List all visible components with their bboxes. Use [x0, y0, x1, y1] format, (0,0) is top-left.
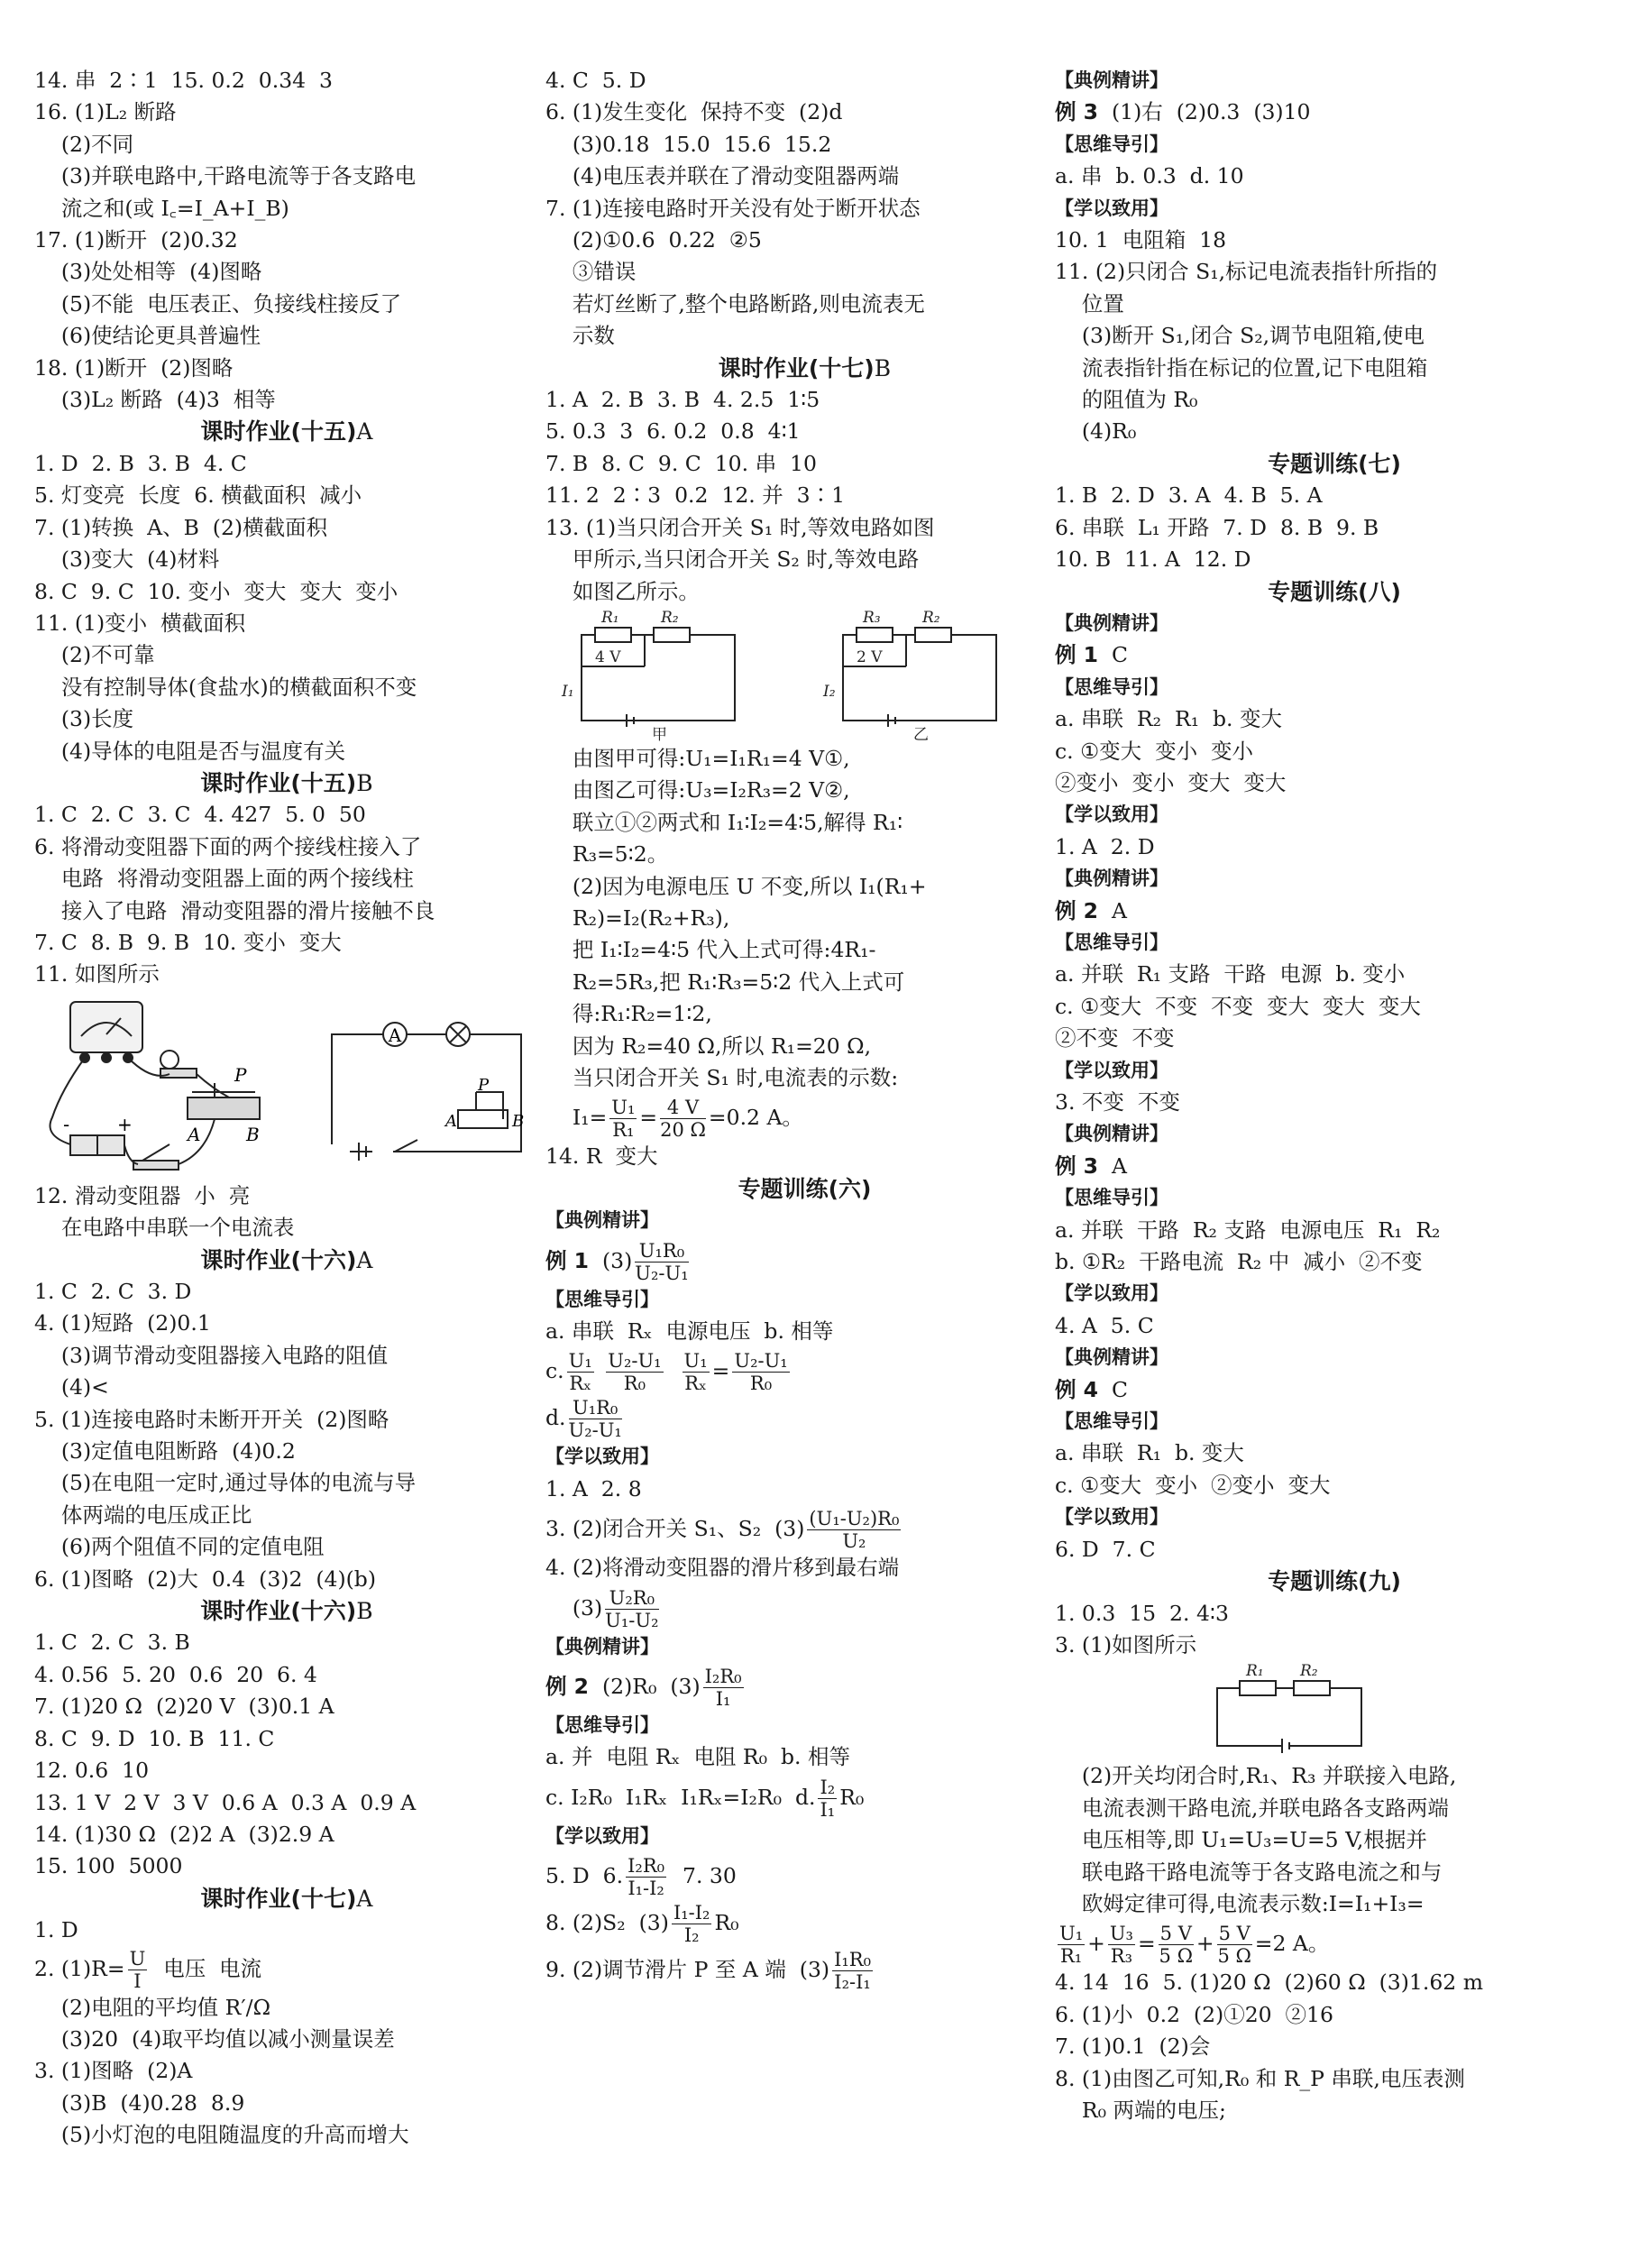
answer-line: 12. 0.6 10: [34, 1758, 150, 1784]
answer-line: 1. 0.3 15 2. 4∶3: [1055, 1600, 1229, 1626]
answer-line: 因为 R₂=40 Ω,所以 R₁=20 Ω,: [545, 1033, 872, 1059]
example-line: 例 3 (1)右 (2)0.3 (3)10: [1055, 99, 1311, 125]
answer-line: (3)并联电路中,干路电流等于各支路电: [34, 163, 417, 189]
answer-line: 电流表测干路电流,并联电路各支路两端: [1055, 1795, 1449, 1821]
answer-line: (4)电压表并联在了滑动变阻器两端: [545, 163, 900, 189]
ammeter-label: A: [388, 1024, 402, 1046]
answer-line: 12. 滑动变阻器 小 亮: [34, 1182, 251, 1208]
schematic-p-label: P: [478, 1075, 490, 1095]
answer-line: b. ①R₂ 干路电流 R₂ 中 减小 ②不变: [1055, 1249, 1423, 1275]
answer-line: 1. D: [34, 1917, 78, 1943]
plus-label: +: [117, 1113, 133, 1135]
answer-line: (3)长度: [34, 706, 134, 732]
answer-line: 6. (1)发生变化 保持不变 (2)d: [545, 99, 843, 125]
answers-block: [1055, 1534, 1614, 1566]
column-1: [34, 65, 539, 2152]
answer-line: (6)两个阻值不同的定值电阻: [34, 1534, 325, 1560]
answer-line: (5)在电阻一定时,通过导体的电流与导: [34, 1470, 417, 1496]
answer-line: 8. C 9. C 10. 变小 变大 变大 变小: [34, 578, 399, 604]
answer-line: (5)不能 电压表正、负接线柱接反了: [34, 290, 402, 317]
equation-line: $\frac{\text{U₁}}{\text{R₁}}$ + $\frac{\text{U₃}}{\text{R₃}}$ = $\frac{5 V}{5 \Omega}$ + $\frac{5 V}{5 \Omega}$ =2 A。: [1059, 1923, 1330, 1968]
example-line: 例 2 A: [1055, 897, 1127, 923]
answers-block: [1055, 1087, 1614, 1118]
answers-block: [34, 1276, 539, 1595]
answer-line: 3. (1)图略 (2)A: [34, 2058, 193, 2084]
answer-line: 4. C 5. D: [545, 68, 646, 93]
answer-line: (3)调节滑动变阻器接入电路的阻值: [34, 1342, 389, 1368]
tag-label: 【思维导引】: [1055, 675, 1168, 698]
figure-caption: 甲: [652, 725, 667, 743]
section-heading: 课时作业(十五)B: [200, 769, 373, 796]
answer-line: 16. (1)L₂ 断路: [34, 99, 177, 125]
answer-line: 若灯丝断了,整个电路断路,则电流表无: [545, 290, 925, 317]
example-line: 例 2 (2)R₀ (3) $\frac{\text{I₂R₀}}{\text{I₁}}$: [545, 1666, 742, 1711]
answer-line: 4. (2)将滑动变阻器的滑片移到最右端: [545, 1555, 900, 1581]
answer-line: (6)使结论更具普遍性: [34, 323, 261, 349]
answers-block: [1055, 959, 1614, 1054]
answer-line: 电路 将滑动变阻器上面的两个接线柱: [34, 866, 414, 892]
answers-block: [545, 1552, 1064, 1584]
answer-line: (2)开关均闭合时,R₁、R₃ 并联接入电路,: [1055, 1763, 1457, 1789]
answer-line: (2)不同: [34, 131, 134, 157]
answer-line: 13. 1 V 2 V 3 V 0.6 A 0.3 A 0.9 A: [34, 1789, 417, 1815]
answers-block: [1055, 225, 1614, 448]
answer-line: ③错误: [545, 259, 637, 285]
answers-block: [545, 1474, 1064, 1505]
answer-line: c. I₂R₀ I₁Rₓ I₁Rₓ=I₂R₀ d. $\frac{\text{I₂}}{\text{I₁}}$ R₀: [545, 1776, 865, 1821]
answer-line: a. 串联 Rₓ 电源电压 b. 相等: [545, 1318, 834, 1344]
answers-block: [1055, 831, 1614, 863]
answer-line: 14. (1)30 Ω (2)2 A (3)2.9 A: [34, 1821, 334, 1847]
tag-label: 【典例精讲】: [1055, 1123, 1168, 1145]
answer-line: (3)L₂ 断路 (4)3 相等: [34, 387, 276, 413]
answers-block: [1055, 1598, 1614, 1662]
answer-line: 10. B 11. A 12. D: [1055, 546, 1251, 573]
answers-block: [34, 1914, 539, 1946]
answer-line: 6. (1)小 0.2 (2)①20 ②16: [1055, 2001, 1333, 2027]
answer-line: 把 I₁∶I₂=4∶5 代入上式可得:4R₁-: [545, 937, 876, 963]
answers-block: [34, 448, 539, 767]
answer-line: 7. (1)连接电路时开关没有处于断开状态: [545, 195, 921, 221]
example-line: 例 3 A: [1055, 1152, 1127, 1179]
answer-line: 5. D 6. $\frac{\text{I₂R₀}}{\text{I₁-I₂}}$ 7. 30: [545, 1855, 737, 1900]
answer-line: 4. (1)短路 (2)0.1: [34, 1310, 211, 1336]
answer-line: (3)断开 S₁,闭合 S₂,调节电阻箱,使电: [1055, 323, 1425, 349]
answer-line: 17. (1)断开 (2)0.32: [34, 227, 238, 253]
answers-block: [1055, 1437, 1614, 1501]
answer-line: 接入了电路 滑动变阻器的滑片接触不良: [34, 897, 435, 923]
section-heading: 课时作业(十五)A: [200, 418, 373, 445]
r2-label: R₂: [1300, 1662, 1318, 1681]
answer-line: 1. A 2. D: [1055, 833, 1155, 859]
answer-line: 流表指针指在标记的位置,记下电阻箱: [1055, 354, 1428, 381]
answer-line: 甲所示,当只闭合开关 S₂ 时,等效电路: [545, 546, 920, 573]
answer-line: 14. R 变大: [545, 1143, 658, 1170]
answers-block: [34, 1180, 539, 1244]
section-heading: 课时作业(十六)A: [200, 1246, 373, 1273]
answers-block: [1055, 1760, 1614, 1920]
answer-line: 联电路干路电流等于各支路电流之和与: [1055, 1859, 1443, 1885]
r2-label: R₂: [661, 608, 679, 627]
answer-line: (3)0.18 15.0 15.6 15.2: [545, 131, 832, 157]
answer-line: 8. (1)由图乙可知,R₀ 和 R_P 串联,电压表测: [1055, 2065, 1465, 2091]
answer-line: 电压相等,即 U₁=U₃=U=5 V,根据并: [1055, 1827, 1427, 1853]
answer-line: (2)电阻的平均值 R′/Ω: [34, 1994, 271, 2020]
answer-line: R₂)=I₂(R₂+R₃),: [545, 904, 730, 931]
answer-line: 8. (2)S₂ (3) $\frac{\text{I₁-I₂}}{\text{I₂}}$ R₀: [545, 1902, 739, 1947]
answer-line: R₀ 两端的电压;: [1055, 2097, 1226, 2123]
answer-line: ②变小 变小 变大 变大: [1055, 769, 1287, 795]
answer-line: c. ①变大 不变 不变 变大 变大 变大: [1055, 993, 1421, 1019]
tag-label: 【典例精讲】: [545, 1635, 659, 1657]
tag-label: 【学以致用】: [1055, 803, 1168, 826]
answer-line: (3)20 (4)取平均值以减小测量误差: [34, 2025, 395, 2052]
answer-line: 7. (1)20 Ω (2)20 V (3)0.1 A: [34, 1694, 334, 1720]
tag-label: 【学以致用】: [1055, 1282, 1168, 1305]
answer-line: 位置: [1055, 290, 1124, 317]
answer-line: 10. 1 电阻箱 18: [1055, 227, 1227, 253]
answer-line: 6. (1)图略 (2)大 0.4 (3)2 (4)(b): [34, 1566, 377, 1592]
answer-line: R₃=5∶2。: [545, 841, 669, 868]
answer-line: (3)处处相等 (4)图略: [34, 259, 262, 285]
tag-label: 【思维导引】: [1055, 133, 1168, 155]
tag-label: 【学以致用】: [545, 1824, 659, 1847]
tag-label: 【典例精讲】: [1055, 868, 1168, 890]
answers-block: [34, 1627, 539, 1882]
answer-line: 18. (1)断开 (2)图略: [34, 354, 234, 381]
answers-block: [1055, 1215, 1614, 1279]
answer-line: 11. (2)只闭合 S₁,标记电流表指针所指的: [1055, 259, 1438, 285]
section-heading: 课时作业(十六)B: [200, 1598, 373, 1625]
tag-label: 【思维导引】: [1055, 931, 1168, 953]
answer-line: 当只闭合开关 S₁ 时,电流表的示数:: [545, 1064, 899, 1090]
answers-block: [545, 1316, 1064, 1347]
answer-line: 11. (1)变小 横截面积: [34, 610, 246, 636]
answer-line: a. 并 电阻 Rₓ 电阻 R₀ b. 相等: [545, 1744, 850, 1770]
terminal-a-label: A: [188, 1123, 201, 1145]
section-heading: 专题训练(九): [1268, 1568, 1401, 1595]
example-line: 例 1 (3) $\frac{\text{U₁R₀}}{\text{U₂-U₁}}$: [545, 1239, 689, 1284]
answer-line: 7. C 8. B 9. B 10. 变小 变大: [34, 929, 342, 955]
answer-line: 6. 串联 L₁ 开路 7. D 8. B 9. B: [1055, 514, 1379, 540]
answer-line: 5. 灯变亮 长度 6. 横截面积 减小: [34, 482, 362, 509]
answers-block: [1055, 1310, 1614, 1342]
answers-block: [1055, 161, 1614, 192]
voltage-label: 4 V: [595, 647, 621, 666]
answer-line: 3. (2)闭合开关 S₁、S₂ (3) $\frac{\text{(U₁-U₂)R₀}}{\text{U₂}}$: [545, 1508, 900, 1553]
answers-block: [1055, 1967, 1614, 2126]
parallel-circuit-figure: [1055, 1661, 1596, 1760]
answer-line: 1. D 2. B 3. B 4. C: [34, 450, 247, 476]
answer-line: a. 并联 干路 R₂ 支路 电源电压 R₁ R₂: [1055, 1217, 1441, 1243]
answer-line: 9. (2)调节滑片 P 至 A 端 (3) $\frac{\text{I₁R₀}}{\text{I₂-I₁}}$: [545, 1949, 872, 1994]
voltage-label: 2 V: [857, 647, 883, 666]
answer-line: 7. (1)转换 A、B (2)横截面积: [34, 514, 328, 540]
answer-line: 体两端的电压成正比: [34, 1501, 252, 1528]
answers-block: [1055, 480, 1614, 575]
answer-line: (2)①0.6 0.22 ②5: [545, 227, 762, 253]
answer-line: a. 串联 R₂ R₁ b. 变大: [1055, 706, 1282, 732]
tag-label: 【典例精讲】: [1055, 69, 1168, 91]
equivalent-circuits-figure: [545, 608, 1050, 743]
answer-line: (2)因为电源电压 U 不变,所以 I₁(R₁+: [545, 873, 927, 899]
tag-label: 【思维导引】: [545, 1288, 659, 1310]
answers-block: [1055, 703, 1614, 799]
tag-label: 【典例精讲】: [1055, 611, 1168, 634]
current-label: I₁: [562, 682, 574, 701]
r2-label: R₂: [922, 608, 940, 627]
answer-line: 如图乙所示。: [545, 578, 700, 604]
answer-line: 得:R₁∶R₂=1∶2,: [545, 1001, 712, 1027]
answer-line: 5. 0.3 3 6. 0.2 0.8 4∶1: [545, 418, 801, 445]
answer-line: 1. A 2. B 3. B 4. 2.5 1∶5: [545, 387, 820, 413]
tag-label: 【思维导引】: [545, 1714, 659, 1737]
column-3: [1055, 65, 1614, 2126]
answer-line: a. 并联 R₁ 支路 干路 电源 b. 变小: [1055, 961, 1406, 987]
tag-label: 【学以致用】: [1055, 1506, 1168, 1529]
answer-line: 流之和(或 I꜀=I_A+I_B): [34, 195, 289, 221]
answer-line: 欧姆定律可得,电流表示数:I=I₁+I₃=: [1055, 1890, 1425, 1916]
answers-block: [34, 65, 539, 416]
answer-line: 13. (1)当只闭合开关 S₁ 时,等效电路如图: [545, 514, 935, 540]
answer-line: 11. 2 2∶3 0.2 12. 并 3∶1: [545, 482, 846, 509]
fraction: $\frac{U}{I}$: [129, 1947, 146, 1992]
answer-line: 4. 0.56 5. 20 0.6 20 6. 4: [34, 1661, 317, 1687]
answers-block: [545, 384, 1064, 608]
answer-line: 1. A 2. 8: [545, 1475, 642, 1501]
answer-line: 8. C 9. D 10. B 11. C: [34, 1725, 275, 1751]
r1-label: R₁: [601, 608, 619, 627]
circuit-figure-11: [34, 991, 539, 1180]
schematic-a-label: A: [445, 1111, 457, 1131]
r1-label: R₁: [1246, 1662, 1264, 1681]
answer-line: 示数: [545, 323, 615, 349]
answer-line: 7. (1)0.1 (2)会: [1055, 2034, 1211, 2060]
answers-block: [545, 1141, 1064, 1172]
answers-block: [545, 65, 1064, 353]
current-label: I₂: [823, 682, 836, 701]
tag-label: 【学以致用】: [1055, 197, 1168, 219]
answer-line: 没有控制导体(食盐水)的横截面积不变: [34, 674, 417, 700]
answer-line: 1. C 2. C 3. D: [34, 1279, 192, 1304]
tag-label: 【典例精讲】: [545, 1209, 659, 1232]
answers-block: [545, 1741, 1064, 1773]
answer-line: (4)R₀: [1055, 418, 1137, 445]
answer-line: ②不变 不变: [1055, 1025, 1175, 1051]
answer-line: 由图甲可得:U₁=I₁R₁=4 V①,: [545, 745, 850, 771]
equation-line: I₁= $\frac{\text{U₁}}{\text{R₁}}$ = $\frac{4 V}{20 \Omega}$ =0.2 A。: [545, 1097, 803, 1142]
answer-line: 联立①②两式和 I₁∶I₂=4∶5,解得 R₁∶: [545, 809, 903, 835]
example-line: 例 1 C: [1055, 642, 1128, 668]
answer-line: 2. (1)R= $\frac{U}{I}$ 电压 电流: [34, 1947, 262, 1992]
answer-line: d. $\frac{\text{U₁R₀}}{\text{U₂-U₁}}$: [545, 1397, 622, 1442]
section-heading: 课时作业(十七)B: [718, 354, 892, 381]
answer-line: 3. (1)如图所示: [1055, 1631, 1197, 1657]
answer-line: 由图乙可得:U₃=I₂R₃=2 V②,: [545, 777, 850, 803]
answer-line: a. 串 b. 0.3 d. 10: [1055, 163, 1244, 189]
answer-line: (4)导体的电阻是否与温度有关: [34, 738, 346, 764]
answer-line: 15. 100 5000: [34, 1853, 183, 1879]
answer-line: 5. (1)连接电路时未断开开关 (2)图略: [34, 1406, 389, 1432]
tag-label: 【学以致用】: [1055, 1059, 1168, 1081]
tag-label: 【思维导引】: [1055, 1187, 1168, 1209]
answers-block: [34, 799, 539, 990]
answer-line: (3)变大 (4)材料: [34, 546, 220, 573]
answer-line: 1. C 2. C 3. C 4. 427 5. 0 50: [34, 802, 366, 828]
slider-label: P: [234, 1063, 247, 1086]
column-2: [545, 65, 1064, 1993]
answer-line: (5)小灯泡的电阻随温度的升高而增大: [34, 2122, 409, 2148]
answer-line: (3) $\frac{\text{U₂R₀}}{\text{U₁-U₂}}$: [545, 1586, 659, 1631]
answer-line: a. 串联 R₁ b. 变大: [1055, 1440, 1244, 1466]
r3-label: R₃: [863, 608, 881, 627]
section-heading: 专题训练(八): [1268, 578, 1401, 605]
minus-label: -: [63, 1113, 70, 1135]
section-heading: 专题训练(七): [1268, 450, 1401, 477]
answer-line: c. ①变大 变小 变小: [1055, 738, 1254, 764]
answer-line: c. ①变大 变小 ②变小 变大: [1055, 1472, 1331, 1498]
answer-line: R₂=5R₃,把 R₁∶R₃=5∶2 代入上式可: [545, 969, 905, 995]
answer-line: 的阻值为 R₀: [1055, 387, 1198, 413]
answer-line: 11. 如图所示: [34, 961, 160, 987]
answer-line: 4. 14 16 5. (1)20 Ω (2)60 Ω (3)1.62 m: [1055, 1970, 1484, 1996]
answer-line: 3. 不变 不变: [1055, 1089, 1180, 1115]
answer-line: 6. D 7. C: [1055, 1536, 1156, 1562]
answer-line: 14. 串 2∶1 15. 0.2 0.34 3: [34, 68, 333, 93]
example-line: 例 4 C: [1055, 1376, 1128, 1402]
answer-line: 6. 将滑动变阻器下面的两个接线柱接入了: [34, 833, 422, 859]
tag-label: 【思维导引】: [1055, 1410, 1168, 1433]
section-heading: 课时作业(十七)A: [200, 1885, 373, 1912]
answer-line: 1. B 2. D 3. A 4. B 5. A: [1055, 482, 1323, 509]
schematic-b-label: B: [512, 1111, 525, 1131]
answers-block: [545, 743, 1064, 1094]
answers-block: [34, 1992, 539, 2152]
answer-line: 4. A 5. C: [1055, 1312, 1154, 1338]
answer-line: 在电路中串联一个电流表: [34, 1215, 295, 1241]
answer-line: (2)不可靠: [34, 642, 155, 668]
tag-label: 【学以致用】: [545, 1446, 659, 1468]
answer-line: 1. C 2. C 3. B: [34, 1630, 190, 1656]
figure-caption: 乙: [913, 725, 929, 743]
answer-line: 7. B 8. C 9. C 10. 串 10: [545, 450, 817, 476]
answer-line: c. $\frac{\text{U₁}}{\text{Rₓ}}$ $\frac{\text{U₂-U₁}}{\text{R₀}}$ $\frac{\text{U₁}}{\text{Rₓ}}$ = $\frac{\text{U₂-U₁}}{\text{R₀}}$: [545, 1350, 788, 1395]
section-heading: 专题训练(六): [738, 1175, 872, 1202]
tag-label: 【典例精讲】: [1055, 1346, 1168, 1369]
answer-line: (3)定值电阻断路 (4)0.2: [34, 1438, 296, 1465]
answer-line: (3)B (4)0.28 8.9: [34, 2089, 245, 2116]
terminal-b-label: B: [246, 1123, 260, 1145]
answer-line: (4)<: [34, 1374, 109, 1400]
